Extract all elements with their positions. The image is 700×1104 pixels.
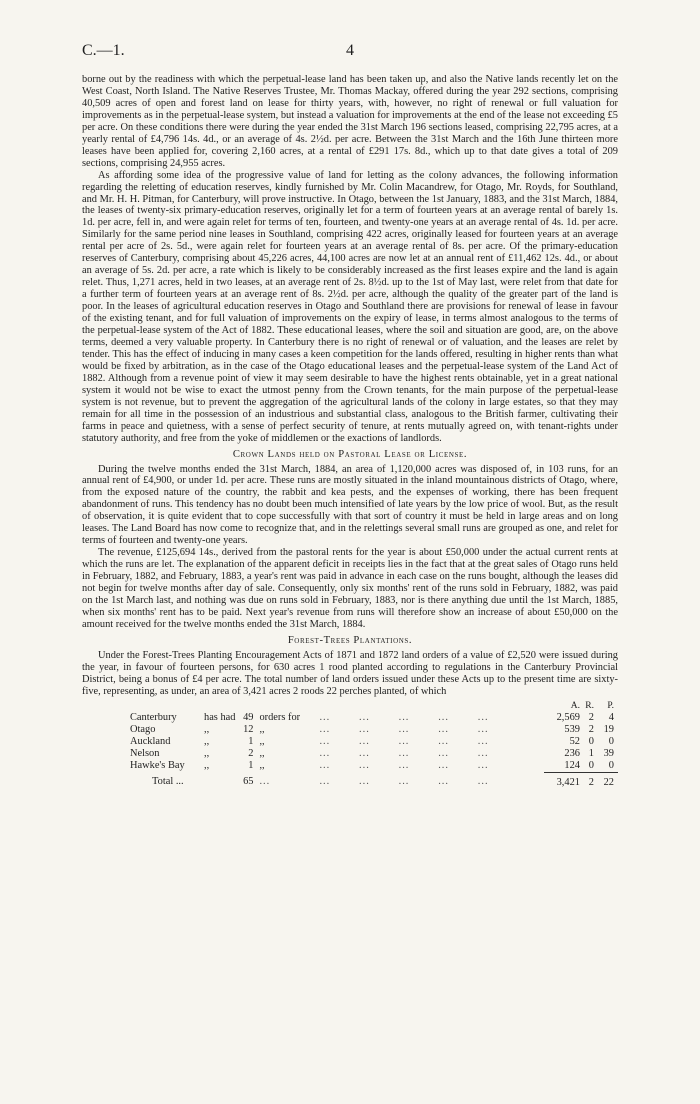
place-name: Hawke's Bay: [130, 759, 185, 771]
perches-value: 19: [603, 723, 614, 735]
table-row: [82, 724, 618, 736]
acres-value: 539: [564, 723, 580, 735]
page-header: [82, 42, 618, 62]
total-perches: 22: [594, 772, 618, 789]
order-count: 49: [243, 711, 254, 723]
row-verb: has had: [204, 711, 236, 723]
paragraph: During the twelve months ended the 31st March, 1884, an area of 1,120,000 acres was disposed of, in 103 runs, for an annual rent of £4,900, or under 1d. per acre. These runs are mostly situated in the inland mountainous districts of Otago, where, from the exposed nature of the country, the rabbit and kea pests, and the expenses of working, there has been frequent abandonment of runs. This tendency has no doubt been much intensified of late years by the low price of wool. But, as the result of observation, it is quite evident that to cope successfully with that sort of country it must be held in large areas and on long leases. The Land Board has now come to recognize that, and in the relettings several small runs are grouped as one, and relet for terms of fourteen and twenty-one years.: [82, 463, 618, 547]
row-verb: ,,: [204, 759, 210, 771]
row-unit: ,,: [259, 747, 265, 759]
roods-value: 2: [588, 711, 594, 723]
place-name: Nelson: [130, 747, 160, 759]
row-unit: orders for: [259, 711, 301, 723]
total-acres: 3,421: [544, 772, 580, 789]
column-header-acres: A.: [570, 700, 580, 711]
document-body: [82, 74, 618, 789]
leader-dots: ... ... ... ... ...: [319, 723, 489, 735]
table-row: [82, 712, 618, 724]
roods-value: 0: [588, 759, 594, 771]
section-heading-pastoral: Crown Lands held on Pastoral Lease or License.: [232, 448, 468, 460]
paragraph: borne out by the readiness with which the perpetual-lease land has been taken up, and also the Native lands recently let on the West Coast, North Island. The Native Reserves Trustee, Mr. Thomas Mackay, offered during the year 292 sections, comprising 40,509 acres of open and forest land on lease for thirty years, with, however, no right of renewal or full valuation for improvements as in the perpetual-lease system, but instead a valuation for improvements at the end of the lease not exceeding £5 per acre. On these conditions there were during the year ended the 31st March 196 sections leased, comprising 22,795 acres, at a yearly rental of £4,796 14s. 4d., or an average of 4s. 2½d. per acre. Between the 31st March and the 16th June thirteen more leases have been applied for, covering 2,160 acres, at a rental of £291 17s. 8d., which up to that date gives a total of 209 sections, comprising 24,955 acres.: [82, 74, 618, 169]
total-label: Total: [152, 776, 174, 788]
section-heading-forest: Forest-Trees Plantations.: [287, 634, 413, 646]
leader-dots: ... ... ... ... ...: [319, 747, 489, 759]
acres-value: 124: [564, 759, 580, 771]
leader-dots: ... ... ... ... ...: [319, 711, 489, 723]
roods-value: 1: [588, 747, 594, 759]
perches-value: 4: [608, 711, 614, 723]
place-name: Otago: [130, 723, 156, 735]
roods-value: 2: [588, 723, 594, 735]
leader-dots: ... ... ... ... ...: [319, 735, 489, 747]
total-order-count: 65: [243, 776, 254, 788]
acres-value: 2,569: [556, 711, 580, 723]
column-header-roods: R.: [585, 700, 594, 711]
land-orders-table: [82, 700, 618, 789]
order-count: 1: [248, 759, 254, 771]
leader-dots: ...: [259, 776, 271, 788]
roods-value: 0: [588, 735, 594, 747]
page-number: 4: [346, 42, 354, 59]
leader-dots: ... ... ... ... ...: [319, 759, 489, 771]
total-roods: 2: [580, 772, 594, 789]
order-count: 2: [248, 747, 254, 759]
row-verb: ,,: [204, 723, 210, 735]
row-unit: ,,: [259, 723, 265, 735]
acres-value: 52: [569, 735, 580, 747]
paragraph: Under the Forest-Trees Planting Encouragement Acts of 1871 and 1872 land orders of a value of £2,520 were issued during the year, in favour of fourteen persons, for 630 acres 1 rood planted according to regulations in the Canterbury Provincial District, being a bonus of £4 per acre. The total number of land orders issued under these Acts up to the present time are sixty-five, representing, as under, an area of 3,421 acres 2 roods 22 perches planted, of which: [82, 649, 618, 697]
order-count: 1: [248, 735, 254, 747]
leader-dots: ... ... ... ... ...: [319, 776, 489, 788]
document-reference: C.—1.: [82, 42, 125, 59]
table-row: [82, 748, 618, 760]
table-row: [82, 736, 618, 748]
row-unit: ,,: [259, 735, 265, 747]
table-header-row: [82, 700, 618, 712]
paragraph: The revenue, £125,694 14s., derived from the pastoral rents for the year is about £50,000 under the actual current rents at which the runs are let. The explanation of the apparent deficit in receipts lies in the fact that at the great sales of Otago runs held in February, 1882, and February, 1883, a year's rent was paid in advance in each case on the runs bought, although the leases did not begin for twelve months after day of sale. Consequently, only six months' rent of the runs sold in February, 1882, was paid on the 1st March last, and nothing was due on runs sold in February, 1883, nor is there anything due until the 1st March, 1885, when six months' rent has to be paid. Next year's revenue from runs will therefore show an increase of about £50,000 on the amount received for the twelve months ended the 31st March, 1884.: [82, 547, 618, 630]
table-total-row: Total ... 65 ... ... ... ... ... ... 3,421 2 22: [82, 772, 618, 789]
row-verb: ,,: [204, 747, 210, 759]
table-row: [82, 760, 618, 773]
place-name: Canterbury: [130, 711, 177, 723]
paragraph: As affording some idea of the progressive value of land for letting as the colony advances, the following information regarding the reletting of education reserves, kindly furnished by Mr. Colin Macandrew, for Otago, Mr. Royds, for Southland, and Mr. H. H. Pitman, for Canterbury, will prove instructive. In Otago, between the 1st January, 1883, and the 31st March, 1884, the leases of twenty-six primary-education reserves, originally let for a term of fourteen years at an average rental of barely 1s. 1d. per acre, fell in, and were again relet for terms of ten, fourteen, and twenty-one years at an average rental of 4s. 1d. per acre. Similarly for the same period nine leases in Southland, comprising 422 acres, originally leased for fourteen years at an average rental per acre of 2s. 5d., were again relet for fourteen years at an average rental of 8s. per acre. Of the primary-education reserves of Canterbury, comprising about 45,226 acres, 44,100 acres are now let at an annual rent of £11,462 12s. 4d., or about an average of 5s. 2d. per acre, a rate which is likely to be considerably increased as the first leases expire and the land is again relet. Thus, 1,271 acres, held in two leases, at an average rent of 2s. 8½d. up to the 1st of May last, were relet from that date for a further term of fourteen years at an average rent of 8s. 2½d. per acre, although the quality of the greater part of the land is poor. In the leases of agricultural education reserves in Otago and Southland there are provisions for renewal of lease in favour of the existing tenant, and for full valuation of improvements on the expiry of lease, in terms almost analogous to the terms of the perpetual-lease system of the Act of 1882. These educational leases, where the soil and situation are good, are, on the above terms, deemed a very valuable property. In Canterbury there is no right of renewal or of valuation, and the leases are relet by tender. This has the effect of inducing in many cases a keen competition for the lands offered, resulting in higher rents than what would be fixed by arbitration, as in the case of the Otago educational leases and the perpetual-lease system of the Land Act of 1882. Although from a revenue point of view it may seem desirable to have the highest rents obtainable, yet in a great national system it would not be wise to exact the utmost penny from the Crown tenants, for the main purpose of the perpetual-lease system is not revenue, but to prevent the aggregation of the agricultural lands of the colony in large estates, so that they may remain for all time in the possession of an industrious and substantial class, analogous to the British farmer, cultivating their farms in peace and quietness, with a sense of perfect security of tenure, at rents mutually agreed on, with tenant-rights under statutory authority, and free from the yoke of middlemen or the exactions of landlords.: [82, 169, 618, 444]
row-unit: ,,: [259, 759, 265, 771]
acres-value: 236: [564, 747, 580, 759]
perches-value: 0: [608, 759, 614, 771]
order-count: 12: [243, 723, 254, 735]
row-verb: ,,: [204, 735, 210, 747]
perches-value: 0: [608, 735, 614, 747]
place-name: Auckland: [130, 735, 171, 747]
perches-value: 39: [603, 747, 614, 759]
column-header-perches: P.: [607, 700, 614, 711]
